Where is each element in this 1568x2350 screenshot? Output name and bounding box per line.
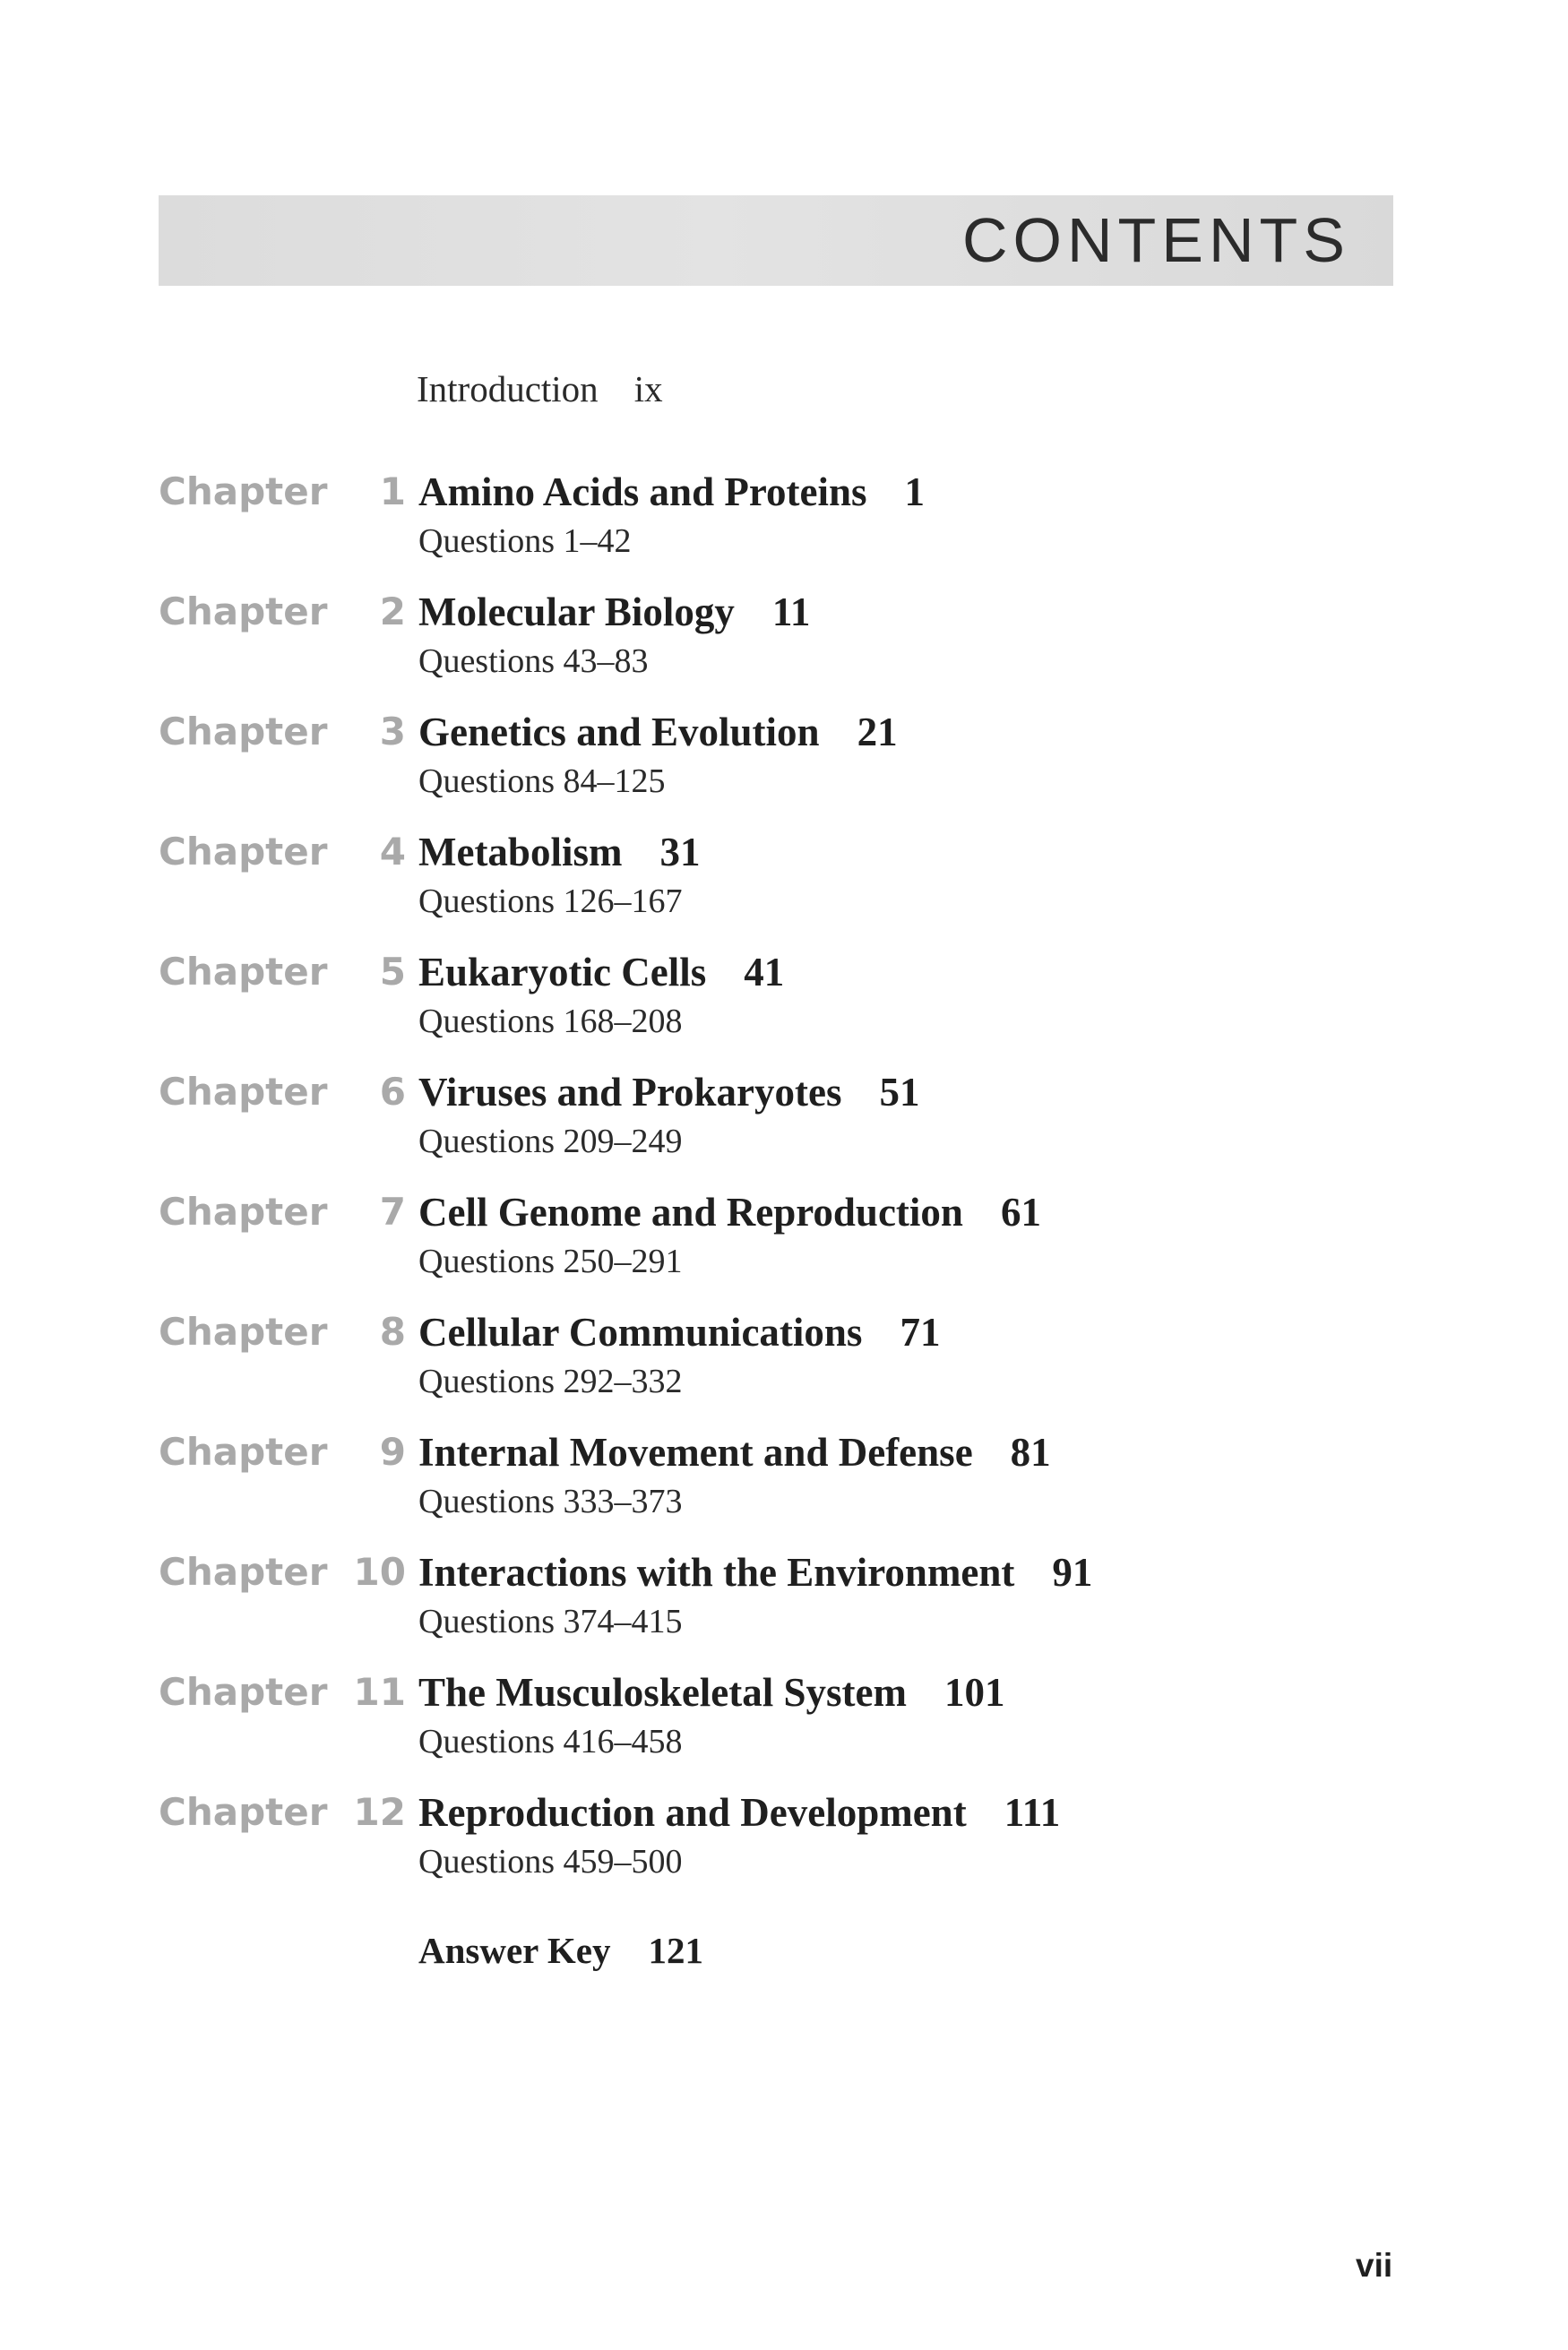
chapter-page: 31 [659, 830, 701, 874]
chapter-page: 1 [904, 469, 925, 514]
introduction-page: ix [633, 368, 663, 409]
chapter-title: Cell Genome and Reproduction 61 [418, 1190, 1041, 1235]
chapter-word: Chapter [159, 590, 328, 633]
chapter-title: Genetics and Evolution 21 [418, 710, 898, 754]
chapter-word: Chapter [159, 1430, 328, 1474]
chapter-page: 101 [944, 1670, 1005, 1715]
chapter-word: Chapter [159, 1190, 328, 1234]
chapter-word: Chapter [159, 469, 328, 513]
chapter-title: Cellular Communications 71 [418, 1310, 941, 1355]
chapter-word: Chapter [159, 950, 328, 994]
chapter-questions: Questions 374–415 [418, 1603, 683, 1640]
toc-entry[interactable] [0, 828, 1568, 948]
chapter-page: 71 [900, 1310, 941, 1355]
chapter-questions: Questions 209–249 [418, 1123, 683, 1160]
chapter-number: 12 [353, 1790, 406, 1834]
chapter-page: 11 [771, 590, 811, 634]
chapter-number: 3 [379, 710, 406, 753]
chapter-page: 41 [744, 950, 785, 994]
toc-entry[interactable] [0, 588, 1568, 708]
chapter-questions: Questions 1–42 [418, 522, 632, 560]
chapter-word: Chapter [159, 830, 328, 874]
chapter-word: Chapter [159, 1670, 328, 1714]
chapter-number: 6 [379, 1070, 406, 1114]
toc-answer-key[interactable] [418, 1929, 703, 1972]
chapter-page: 51 [879, 1070, 920, 1115]
chapter-number: 9 [379, 1430, 406, 1474]
chapter-title: Reproduction and Development 111 [418, 1790, 1061, 1835]
chapter-title: Interactions with the Environment 91 [418, 1550, 1093, 1595]
chapter-number: 2 [379, 590, 406, 633]
chapter-number: 1 [379, 469, 406, 513]
toc-entry[interactable] [0, 1068, 1568, 1188]
chapter-word: Chapter [159, 710, 328, 753]
toc-entry[interactable] [0, 1788, 1568, 1908]
chapter-title: Amino Acids and Proteins 1 [418, 469, 925, 514]
introduction-label: Introduction [417, 368, 599, 409]
chapter-title: The Musculoskeletal System 101 [418, 1670, 1005, 1715]
chapter-title: Eukaryotic Cells 41 [418, 950, 785, 994]
chapter-page: 91 [1052, 1550, 1093, 1595]
chapter-questions: Questions 250–291 [418, 1243, 683, 1280]
chapter-title: Molecular Biology 11 [418, 590, 811, 634]
toc-entry[interactable] [0, 468, 1568, 588]
chapter-number: 10 [353, 1550, 406, 1594]
chapter-title: Metabolism 31 [418, 830, 701, 874]
chapter-page: 61 [1000, 1190, 1041, 1235]
chapter-number: 5 [379, 950, 406, 994]
chapter-page: 111 [1004, 1790, 1061, 1835]
chapter-word: Chapter [159, 1550, 328, 1594]
toc-entry[interactable] [0, 1188, 1568, 1308]
answer-key-label: Answer Key [418, 1930, 611, 1971]
toc-entry[interactable] [0, 1668, 1568, 1788]
chapter-number: 7 [379, 1190, 406, 1234]
chapter-questions: Questions 126–167 [418, 882, 683, 920]
chapter-number: 4 [379, 830, 406, 874]
chapter-questions: Questions 84–125 [418, 762, 666, 800]
chapter-questions: Questions 416–458 [418, 1723, 683, 1760]
chapter-word: Chapter [159, 1310, 328, 1354]
page-number: vii [1356, 2247, 1393, 2284]
chapter-questions: Questions 459–500 [418, 1843, 683, 1881]
contents-header [159, 195, 1393, 286]
toc-entry[interactable] [0, 1548, 1568, 1668]
chapter-questions: Questions 43–83 [418, 642, 649, 680]
chapter-title: Viruses and Prokaryotes 51 [418, 1070, 920, 1115]
chapter-questions: Questions 292–332 [418, 1363, 683, 1400]
toc-entry[interactable] [0, 708, 1568, 828]
chapter-title: Internal Movement and Defense 81 [418, 1430, 1051, 1475]
chapter-page: 81 [1010, 1430, 1051, 1475]
toc-introduction[interactable] [417, 367, 663, 410]
chapter-word: Chapter [159, 1790, 328, 1834]
chapter-number: 8 [379, 1310, 406, 1354]
page-title: CONTENTS [962, 205, 1350, 275]
chapter-page: 21 [857, 710, 898, 754]
chapter-word: Chapter [159, 1070, 328, 1114]
answer-key-page: 121 [648, 1930, 703, 1971]
toc-entry[interactable] [0, 1428, 1568, 1548]
chapter-number: 11 [353, 1670, 406, 1714]
toc-entry[interactable] [0, 1308, 1568, 1428]
toc-entry[interactable] [0, 948, 1568, 1068]
chapter-questions: Questions 333–373 [418, 1483, 683, 1520]
chapter-questions: Questions 168–208 [418, 1003, 683, 1040]
